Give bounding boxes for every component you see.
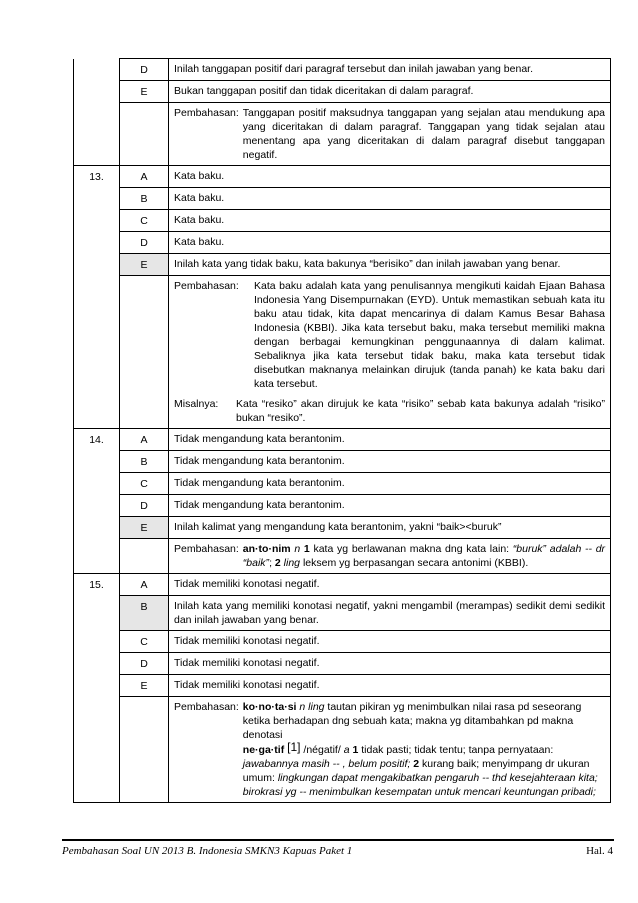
table-row [74,254,611,276]
option-text: Inilah kalimat yang mengandung kata berantonim, yakni “baik><buruk” [169,517,611,539]
table-row [74,59,611,81]
option-text: Kata baku. [169,188,611,210]
option-text: Kata baku. [169,166,611,188]
footer-title: Pembahasan Soal UN 2013 B. Indonesia SMKN3 Kapuas Paket 1 [62,845,353,857]
table-row [74,495,611,517]
correct-option-letter: B [120,596,169,631]
dictionary-entry: ne·ga·tif [1] /négatif/ a 1 tidak pasti; tidak tentu; tanpa pernyataan: jawabannya masih -- , belum positif; 2 kurang baik; menyimpang dr ukuran umum: lingkungan dapat mengakibatkan pengaruh -- thd kesejahteraan kita; birokrasi yg -- menimbulkan kesempatan untuk mencari keuntungan pribadi; [242,740,598,798]
option-text: Kata baku. [169,210,611,232]
option-letter: A [120,429,169,451]
footer-rule [62,839,614,841]
option-text: Tidak memiliki konotasi negatif. [169,653,611,675]
question-number [74,59,120,81]
table-row [74,210,611,232]
example-text: Kata “resiko” akan dirujuk ke kata “risiko” sebab kata bakunya adalah “risiko” bukan “resiko”. [236,398,605,424]
option-text: Inilah kata yang memiliki konotasi negatif, yakni mengambil (merampas) sedikit demi sedikit dan inilah jawaban yang benar. [169,596,611,631]
option-text: Tidak mengandung kata berantonim. [169,451,611,473]
option-letter: E [120,675,169,697]
dictionary-entry: ko·no·ta·si n ling tautan pikiran yg menimbulkan nilai rasa pd seseorang ketika berhadapan dng sebuah kata; makna yg ditambahkan pd makna denotasi [242,701,582,741]
option-text: Tidak memiliki konotasi negatif. [169,631,611,653]
option-text: Tidak mengandung kata berantonim. [169,495,611,517]
explanation-cell [169,539,611,574]
option-letter: C [120,631,169,653]
dictionary-entry: an·to·nim n 1 kata yg berlawanan makna dng kata lain: “buruk” adalah -- dr “baik”; 2 ling leksem yg berpasangan secara antonimi (KBBI). [242,543,606,569]
table-row [74,166,611,188]
option-letter: D [120,59,169,81]
explanation-text: Kata baku adalah kata yang penulisannya mengikuti kaidah Ejaan Bahasa Indonesia Yang Disempurnakan (EYD). Untuk memastikan sebuah kata itu baku atau tidak, kita dapat mencarinya di dalam Kamus Besar Bahasa Indonesia (KBBI). Jika kata tersebut baku, maka tersebut memiliki makna dengan berbagai kemungkinan penggunaannya di dalam kalimat. Sebaliknya jika kata tersebut tidak baku, maka kata tersebut tidak disebutkan maknanya melainkan dirujuk (tanda panah) ke kata baku dari kata tersebut. [254,280,605,390]
table-row [74,697,611,803]
option-letter: C [120,473,169,495]
option-text: Tidak memiliki konotasi negatif. [169,574,611,596]
explanation-cell [169,276,611,429]
option-letter: A [120,574,169,596]
option-letter: D [120,653,169,675]
option-text: Tidak mengandung kata berantonim. [169,473,611,495]
option-letter: A [120,166,169,188]
table-row [74,473,611,495]
explanation-label: Pembahasan: [174,280,239,292]
table-row [74,276,611,429]
table-row [74,574,611,596]
table-row [74,631,611,653]
option-letter: B [120,188,169,210]
explanation-label: Pembahasan: [174,701,239,713]
correct-option-letter: E [120,517,169,539]
answer-table [73,58,611,803]
table-row [74,675,611,697]
option-letter: D [120,495,169,517]
table-row [74,81,611,103]
option-text: Tidak mengandung kata berantonim. [169,429,611,451]
page-number: Hal. 4 [586,845,613,857]
option-text: Bukan tanggapan positif dan tidak diceritakan di dalam paragraf. [169,81,611,103]
explanation-cell [169,697,611,803]
explanation-text: Tanggapan positif maksudnya tanggapan yang sejalan atau mendukung apa yang diceritakan di dalam paragraf. Tanggapan yang tidak sejalan atau menentang apa yang diceritakan di dalam paragraf disebut tanggapan negatif. [242,107,605,161]
option-text: Inilah kata yang tidak baku, kata bakunya “berisiko” dan inilah jawaban yang benar. [169,254,611,276]
option-text: Kata baku. [169,232,611,254]
table-row [74,103,611,166]
explanation-cell [169,103,611,166]
table-row [74,653,611,675]
correct-option-letter: E [120,254,169,276]
table-row [74,188,611,210]
table-row [74,596,611,631]
table-row [74,429,611,451]
example-label: Misalnya: [174,398,219,410]
question-number: 13. [74,166,120,188]
option-text: Tidak memiliki konotasi negatif. [169,675,611,697]
question-number: 14. [74,429,120,451]
option-letter: D [120,232,169,254]
option-text: Inilah tanggapan positif dari paragraf tersebut dan inilah jawaban yang benar. [169,59,611,81]
option-letter: E [120,81,169,103]
table-row [74,539,611,574]
explanation-label: Pembahasan: [174,107,239,119]
option-letter: B [120,451,169,473]
option-letter: C [120,210,169,232]
explanation-label: Pembahasan: [174,543,239,555]
question-number: 15. [74,574,120,596]
table-row [74,451,611,473]
table-row [74,232,611,254]
table-row [74,517,611,539]
